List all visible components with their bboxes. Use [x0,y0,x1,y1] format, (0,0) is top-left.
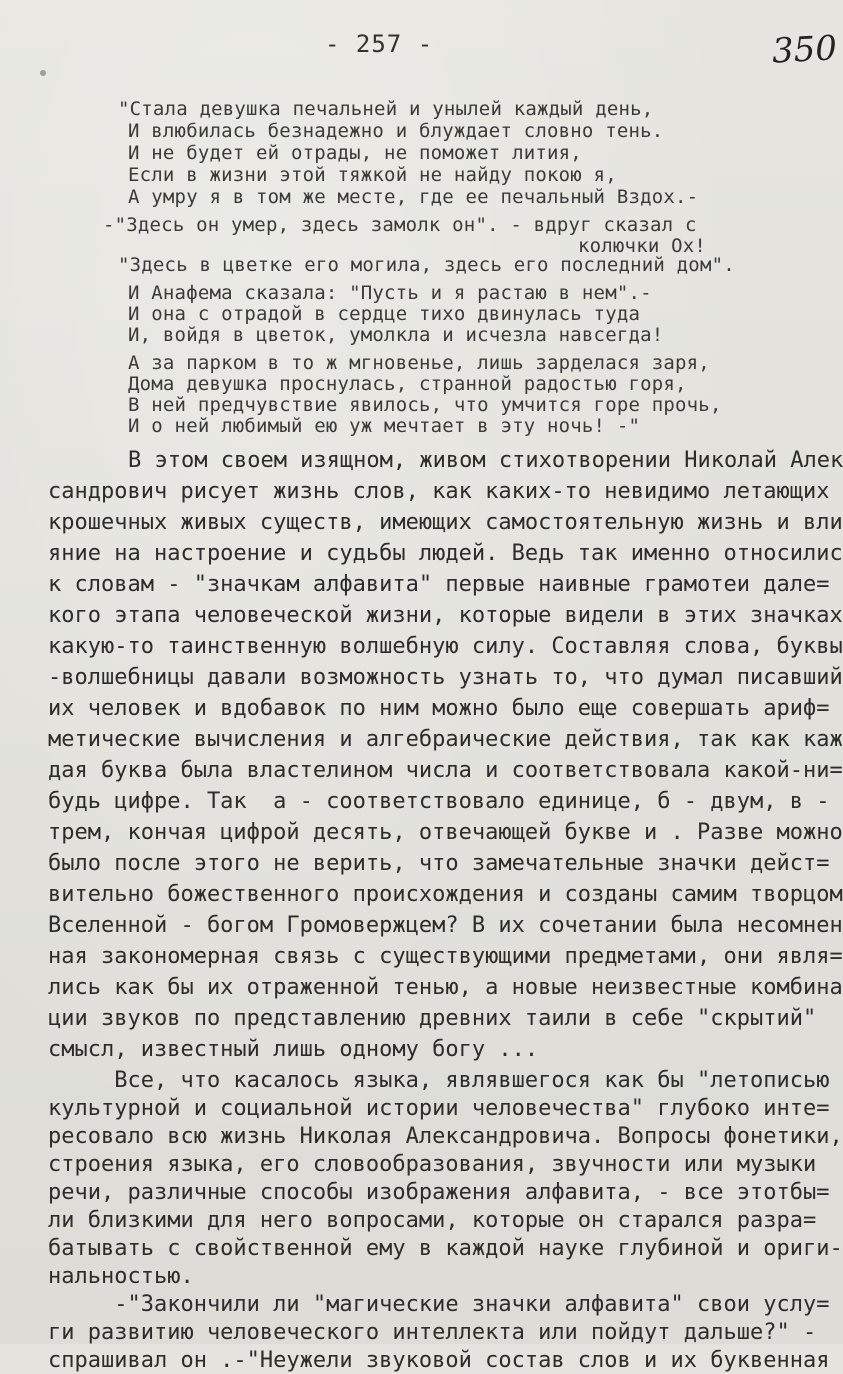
text-line: их человек и вдобавок по ним можно было еще совершать ариф= [48,696,830,721]
text-line: ги развитию человеческого интеллекта или пойдут дальше?" - [48,1320,817,1345]
text-line: батывать с свойственной ему в каждой науке глубиной и ориги- [48,1236,843,1261]
text-line: яние на настроение и судьбы людей. Ведь так именно относилис [48,541,843,566]
text-line: было после этого не верить, что замечательные значки дейст= [48,851,830,876]
text-line: В этом своем изящном, живом стихотворении Николай Алек [128,448,843,473]
text-line: речи, различные способы изображения алфавита, - все этотбы= [48,1180,830,1205]
poem-line: И Анафема сказала: "Пусть и я растаю в нем".- [128,282,652,304]
poem-line: -"Здесь он умер, здесь замолк он". - вдруг сказал с [103,214,697,236]
text-line: кого этапа человеческой жизни, которые видели в этих значках [48,603,843,628]
poem-line: "Здесь в цветке его могила, здесь его последний дом". [118,254,735,276]
poem-line: И влюбилась безнадежно и блуждает словно тень. [128,120,664,142]
poem-line: Если в жизни этой тяжкой не найду покою я, [128,164,617,186]
archive-number: 350 [770,28,838,72]
text-line: нальностью. [48,1264,194,1289]
text-line: какую-то таинственную волшебную силу. Составляя слова, буквы [48,634,843,659]
poem-line: И о ней любимый ею уж мечтает в эту ночь! -" [128,415,641,437]
page-number: - 257 - [325,30,434,58]
poem-line: В ней предчувствие явилось, что умчится горе прочь, [128,394,722,416]
text-line: будь цифре. Так а - соответствовало единице, б - двум, в - [48,789,830,814]
poem-line: А за парком в то ж мгновенье, лишь зарделася заря, [128,352,710,374]
poem-line: "Стала девушка печальней и унылей каждый день, [118,98,654,120]
text-line: трем, кончая цифрой десять, отвечающей букве и . Разве можно [48,820,843,845]
poem-line: И не будет ей отрады, не поможет лития, [128,142,582,164]
poem-line: А умру я в том же месте, где ее печальный Вздох.- [128,186,699,208]
text-line: спрашивал он .-"Неужели звуковой состав слов и их буквенная [48,1348,830,1373]
poem-line: колючки Ох! [578,235,707,257]
text-line: Вселенной - богом Громовержцем? В их сочетании была несомнен [48,913,843,938]
text-line: -волшебницы давали возможность узнать то, что думал писавший [48,665,843,690]
poem-line: И, войдя в цветок, умолкла и исчезла навсегда! [128,324,664,346]
poem-line: И она с отрадой в сердце тихо двинулась туда [128,303,641,325]
text-line: лись как бы их отраженной тенью, а новые неизвестные комбина [48,975,843,1000]
text-line: метические вычисления и алгебраические действия, так как каж [48,727,843,752]
text-line: строения языка, его словообразования, звучности или музыки [48,1152,817,1177]
text-line: дая буква была властелином числа и соответствовала какой-ни= [48,758,843,783]
text-line: сандрович рисует жизнь слов, как каких-то невидимо летающих [48,479,830,504]
text-line: ции звуков по представлению древних таили в себе "скрытий" [48,1006,817,1031]
text-line: ная закономерная связь с существующими предметами, они явля= [48,944,843,969]
text-line: к словам - "значкам алфавита" первые наивные грамотеи дале= [48,572,830,597]
text-line: ресовало всю жизнь Николая Александровича. Вопросы фонетики, [48,1124,843,1149]
text-line: крошечных живых существ, имеющих самостоятельную жизнь и вли [48,510,843,535]
poem-line: Дома девушка проснулась, странной радостью горя, [128,373,687,395]
text-line: Все, что касалось языка, являвшегося как бы "летописью [48,1068,830,1093]
text-line: ли близкими для него вопросами, которые он старался разра= [48,1208,817,1233]
ink-mark [40,70,46,76]
text-line: культурной и социальной истории человечества" глубоко инте= [48,1096,830,1121]
text-line: смысл, известный лишь одному богу ... [48,1037,539,1062]
text-line: -"Закончили ли "магические значки алфавита" свои услу= [48,1292,830,1317]
text-line: вительно божественного происхождения и созданы самим творцом [48,882,843,907]
